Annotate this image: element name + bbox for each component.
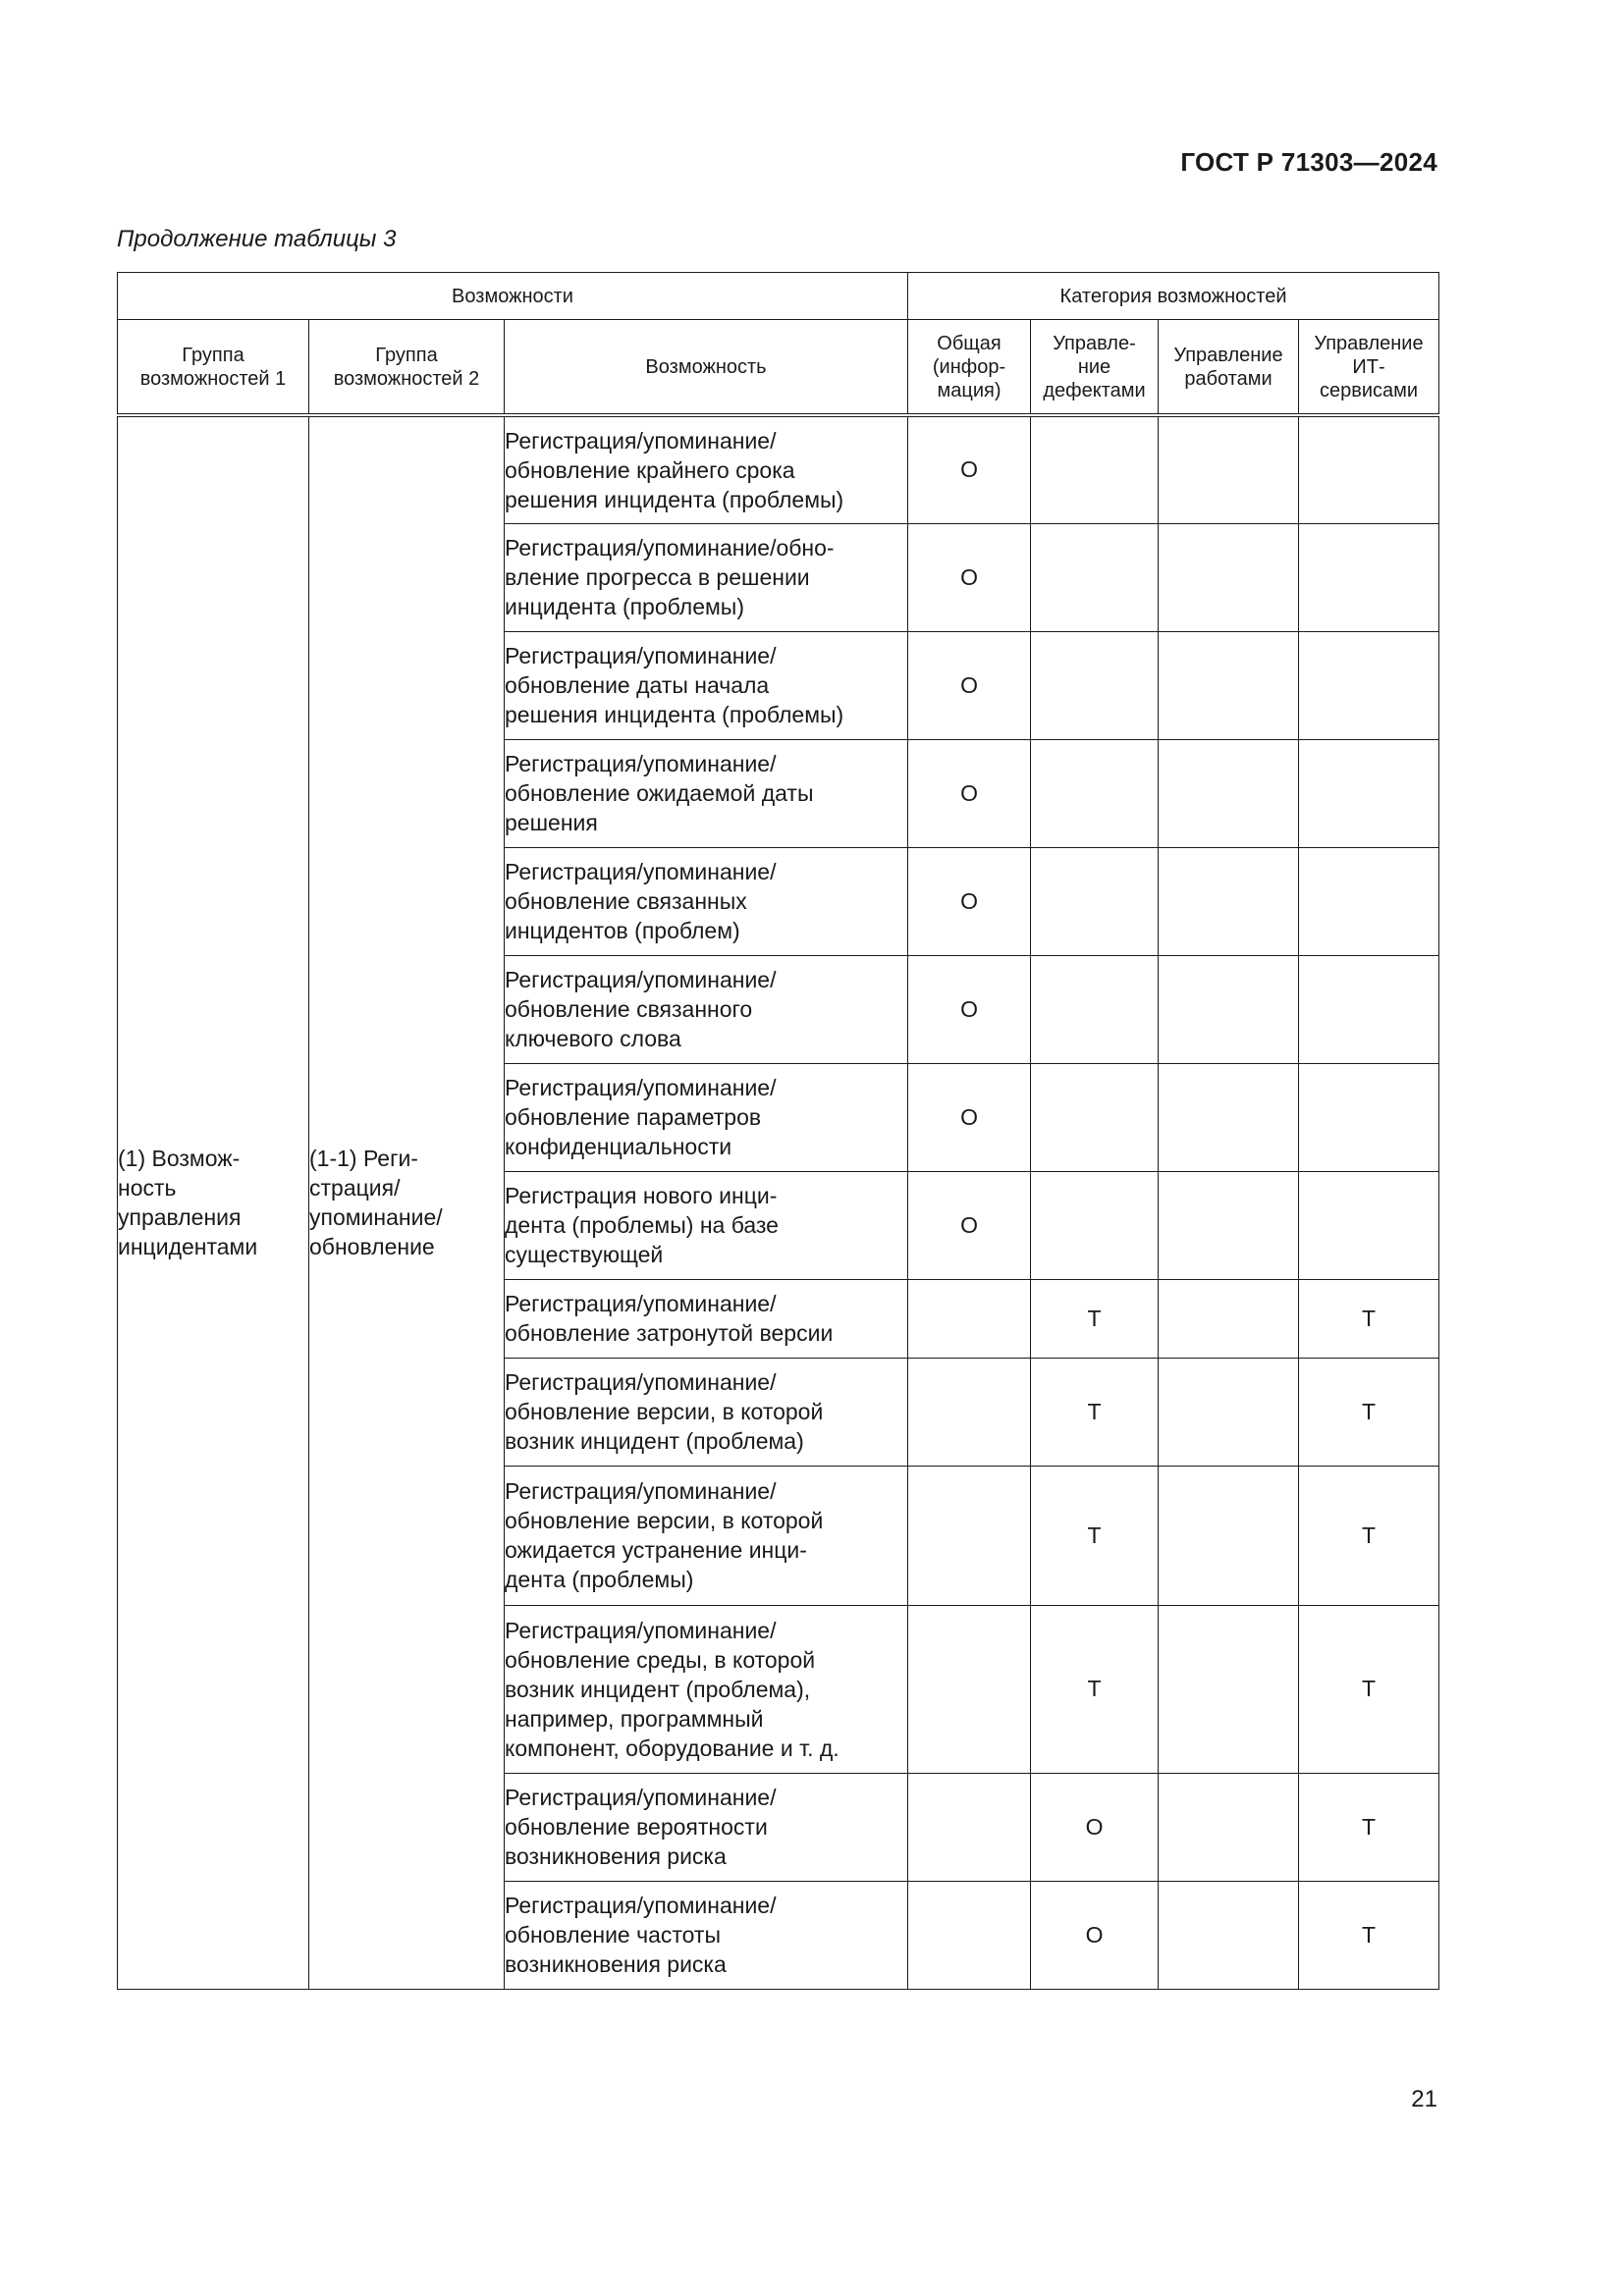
general-mark: [908, 1881, 1031, 1989]
group-2-line: (1-1) Реги-: [309, 1146, 418, 1172]
header-line: Управление: [1173, 344, 1283, 366]
capability-cell: [505, 1279, 908, 1358]
header-line: возможностей 1: [139, 367, 287, 390]
header-line: работами: [1184, 367, 1272, 390]
capability-line: Регистрация/упоминание/: [505, 1617, 777, 1643]
general-mark: О: [908, 631, 1031, 739]
capability-line: обновление связанного: [505, 996, 753, 1022]
capability-line: возникновения риска: [505, 1951, 727, 1977]
header-line: Группа: [182, 344, 244, 366]
general-mark: О: [908, 739, 1031, 847]
defects-mark: Т: [1031, 1466, 1159, 1605]
capability-line: возник инцидент (проблема): [505, 1428, 804, 1454]
group-2-line: страция/: [309, 1175, 401, 1201]
group-1-line: ность: [118, 1175, 177, 1201]
header-group-2: [309, 320, 505, 416]
defects-mark: Т: [1031, 1605, 1159, 1773]
group-1-line: управления: [118, 1204, 242, 1231]
capability-line: существующей: [505, 1242, 664, 1267]
group-1-line: инцидентами: [118, 1234, 258, 1260]
capability-line: Регистрация/упоминание/: [505, 1478, 777, 1504]
capability-line: Регистрация/упоминание/: [505, 1785, 777, 1810]
capability-cell: [505, 1358, 908, 1466]
header-line: Управле-: [1053, 332, 1136, 354]
capability-line: ожидается устранение инци-: [505, 1537, 807, 1563]
capabilities-table: [117, 272, 1439, 1990]
it-services-mark: Т: [1299, 1881, 1439, 1989]
capability-cell: [505, 1773, 908, 1881]
it-services-mark: [1299, 955, 1439, 1063]
general-mark: [908, 1773, 1031, 1881]
capability-line: Регистрация/упоминание/: [505, 967, 777, 992]
defects-mark: [1031, 523, 1159, 631]
general-mark: [908, 1358, 1031, 1466]
works-mark: [1159, 523, 1299, 631]
works-mark: [1159, 1466, 1299, 1605]
capability-line: Регистрация нового инци-: [505, 1183, 778, 1208]
it-services-mark: Т: [1299, 1358, 1439, 1466]
works-mark: [1159, 415, 1299, 523]
works-mark: [1159, 1171, 1299, 1279]
it-services-mark: Т: [1299, 1773, 1439, 1881]
header-capability: Возможность: [505, 320, 908, 416]
table-row: [118, 415, 1439, 523]
capability-line: обновление затронутой версии: [505, 1320, 834, 1346]
capability-cell: [505, 955, 908, 1063]
capability-line: инцидента (проблемы): [505, 594, 744, 619]
capability-line: решения инцидента (проблемы): [505, 486, 844, 512]
capability-line: дента (проблемы) на базе: [505, 1212, 779, 1238]
it-services-mark: [1299, 631, 1439, 739]
header-line: Группа: [375, 344, 438, 366]
works-mark: [1159, 1279, 1299, 1358]
it-services-mark: Т: [1299, 1605, 1439, 1773]
capability-line: Регистрация/упоминание/обно-: [505, 535, 835, 561]
capability-line: возникновения риска: [505, 1843, 727, 1869]
group-1-cell: [118, 415, 309, 1989]
works-mark: [1159, 1773, 1299, 1881]
capability-line: обновление крайнего срока: [505, 456, 795, 483]
capability-line: Регистрация/упоминание/: [505, 1893, 777, 1918]
works-mark: [1159, 1063, 1299, 1171]
capability-line: Регистрация/упоминание/: [505, 859, 777, 884]
general-mark: О: [908, 1063, 1031, 1171]
capability-line: обновление параметров: [505, 1104, 762, 1130]
it-services-mark: Т: [1299, 1279, 1439, 1358]
capability-line: Регистрация/упоминание/: [505, 1291, 777, 1316]
capability-cell: [505, 1466, 908, 1605]
capability-line: Регистрация/упоминание/: [505, 1369, 777, 1395]
capability-line: обновление связанных: [505, 888, 747, 914]
defects-mark: Т: [1031, 1358, 1159, 1466]
capability-cell: [505, 415, 908, 523]
capability-line: обновление среды, в которой: [505, 1646, 816, 1673]
standard-designation: ГОСТ Р 71303—2024: [1180, 147, 1437, 177]
works-mark: [1159, 1605, 1299, 1773]
capability-cell: [505, 1171, 908, 1279]
page-number: 21: [1411, 2086, 1437, 2112]
capability-line: инцидентов (проблем): [505, 918, 740, 943]
header-line: сервисами: [1319, 379, 1419, 401]
capability-line: решения инцидента (проблемы): [505, 702, 844, 727]
it-services-mark: [1299, 1171, 1439, 1279]
group-2-cell: [309, 415, 505, 1989]
capability-cell: [505, 631, 908, 739]
header-capabilities: Возможности: [118, 273, 908, 320]
header-line: Управление: [1314, 332, 1424, 354]
header-defects: [1031, 320, 1159, 416]
it-services-mark: [1299, 415, 1439, 523]
works-mark: [1159, 847, 1299, 955]
header-line: Общая: [937, 332, 1001, 354]
general-mark: [908, 1605, 1031, 1773]
defects-mark: [1031, 1063, 1159, 1171]
header-line: ИТ-: [1352, 355, 1385, 378]
it-services-mark: [1299, 1063, 1439, 1171]
header-line: ние: [1077, 355, 1111, 378]
capability-line: обновление частоты: [505, 1922, 721, 1948]
capability-line: конфиденциальности: [505, 1134, 732, 1159]
it-services-mark: [1299, 847, 1439, 955]
capability-line: решения: [505, 810, 598, 835]
capability-line: вление прогресса в решении: [505, 564, 810, 590]
general-mark: [908, 1279, 1031, 1358]
header-line: мация): [937, 379, 1001, 401]
capability-cell: [505, 1063, 908, 1171]
header-group-1: [118, 320, 309, 416]
capability-line: обновление даты начала: [505, 672, 770, 698]
it-services-mark: [1299, 739, 1439, 847]
capability-cell: [505, 1881, 908, 1989]
capability-line: дента (проблемы): [505, 1567, 694, 1592]
it-services-mark: [1299, 523, 1439, 631]
header-works: [1159, 320, 1299, 416]
general-mark: О: [908, 523, 1031, 631]
works-mark: [1159, 631, 1299, 739]
defects-mark: [1031, 847, 1159, 955]
capability-cell: [505, 739, 908, 847]
capability-line: обновление вероятности: [505, 1814, 768, 1840]
table-caption: Продолжение таблицы 3: [117, 226, 397, 252]
defects-mark: Т: [1031, 1279, 1159, 1358]
defects-mark: [1031, 955, 1159, 1063]
general-mark: О: [908, 955, 1031, 1063]
defects-mark: [1031, 415, 1159, 523]
capability-line: например, программный: [505, 1705, 764, 1732]
capability-line: обновление ожидаемой даты: [505, 780, 814, 806]
header-category: Категория возможностей: [908, 273, 1439, 320]
group-2-line: обновление: [309, 1234, 435, 1260]
capability-cell: [505, 847, 908, 955]
capability-line: компонент, оборудование и т. д.: [505, 1735, 839, 1761]
capability-line: Регистрация/упоминание/: [505, 427, 777, 454]
header-line: дефектами: [1043, 379, 1146, 401]
general-mark: О: [908, 415, 1031, 523]
capability-line: Регистрация/упоминание/: [505, 643, 777, 668]
works-mark: [1159, 1881, 1299, 1989]
works-mark: [1159, 739, 1299, 847]
capability-line: Регистрация/упоминание/: [505, 751, 777, 776]
capability-line: обновление версии, в которой: [505, 1399, 824, 1424]
defects-mark: [1031, 739, 1159, 847]
header-general: [908, 320, 1031, 416]
it-services-mark: Т: [1299, 1466, 1439, 1605]
capability-cell: [505, 523, 908, 631]
defects-mark: О: [1031, 1881, 1159, 1989]
header-it-services: [1299, 320, 1439, 416]
capability-line: возник инцидент (проблема),: [505, 1676, 811, 1702]
general-mark: О: [908, 847, 1031, 955]
header-line: (инфор-: [932, 355, 1006, 378]
header-line: возможностей 2: [333, 367, 480, 390]
works-mark: [1159, 955, 1299, 1063]
general-mark: [908, 1466, 1031, 1605]
group-2-line: упоминание/: [309, 1204, 443, 1231]
works-mark: [1159, 1358, 1299, 1466]
capability-cell: [505, 1605, 908, 1773]
group-1-line: (1) Возмож-: [118, 1146, 241, 1172]
capability-line: ключевого слова: [505, 1026, 681, 1051]
defects-mark: [1031, 631, 1159, 739]
defects-mark: О: [1031, 1773, 1159, 1881]
general-mark: О: [908, 1171, 1031, 1279]
capability-line: Регистрация/упоминание/: [505, 1075, 777, 1100]
capability-line: обновление версии, в которой: [505, 1508, 824, 1533]
defects-mark: [1031, 1171, 1159, 1279]
